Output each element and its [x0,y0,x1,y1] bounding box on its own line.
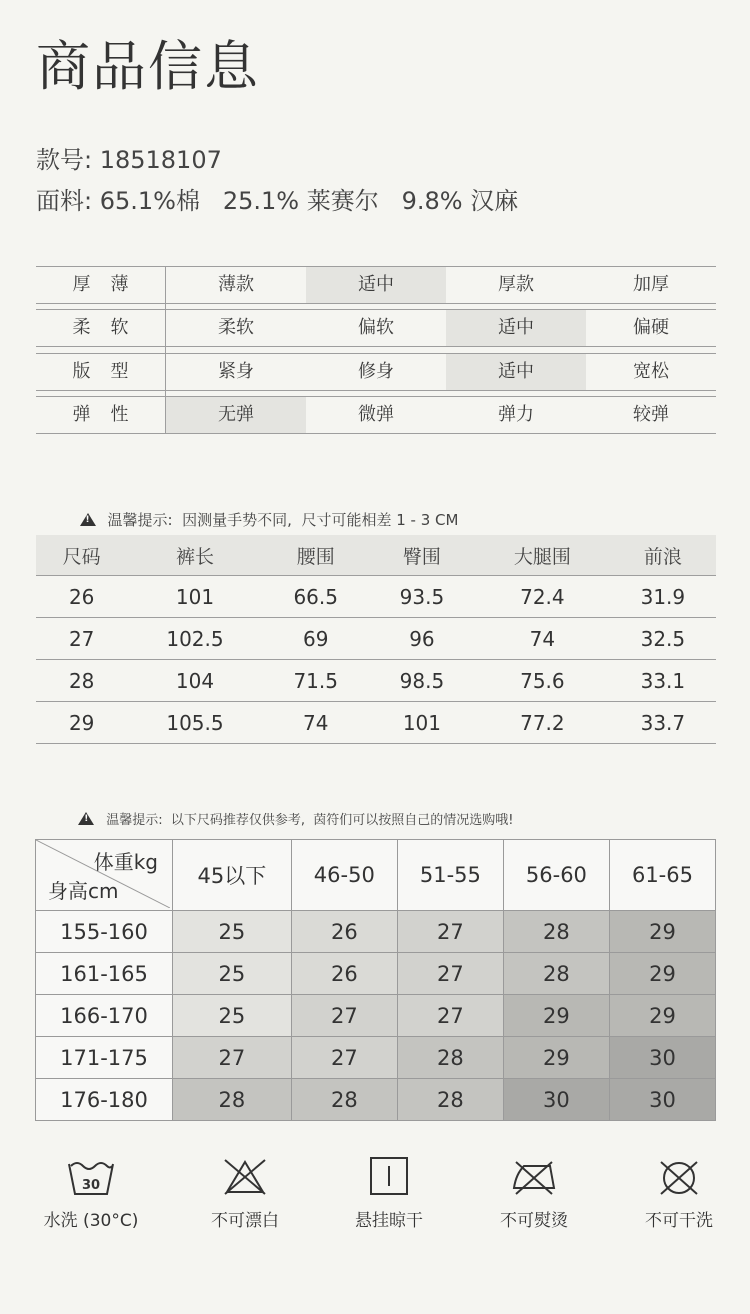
table-cell: 101 [369,702,475,744]
recommended-size: 27 [397,953,503,995]
recommended-size: 26 [291,953,397,995]
table-cell: 74 [263,702,369,744]
attribute-label: 版型 [36,354,166,390]
recommended-size: 28 [503,953,609,995]
table-row [36,995,716,1037]
recommended-size: 28 [503,911,609,953]
care-label: 悬挂晾干 [355,1211,423,1231]
recommended-size: 29 [609,995,715,1037]
attribute-option-selected: 适中 [446,310,586,346]
warning-icon [78,812,94,825]
page-title: 商品信息 [36,35,260,98]
care-item [479,1156,589,1231]
attribute-option: 偏软 [358,317,394,338]
attribute-option: 厚款 [498,274,534,295]
table-cell: 71.5 [263,660,369,702]
recommend-notice [70,794,514,828]
table-cell: 104 [127,660,262,702]
size-table [36,535,716,744]
height-range: 155-160 [36,911,173,953]
column-header: 尺码 [36,535,127,576]
weight-header: 45以下 [173,840,292,911]
attribute-option: 修身 [358,361,394,382]
attribute-option: 较弹 [633,404,669,425]
table-row [36,911,716,953]
recommended-size: 30 [609,1079,715,1121]
table-cell: 96 [369,618,475,660]
attribute-option: 微弹 [358,404,394,425]
no-iron-icon [510,1156,558,1196]
table-cell: 72.4 [475,576,610,618]
notice-text: 温馨提示: 因测量手势不同, 尺寸可能相差 1 - 3 CM [107,511,459,529]
column-header: 臀围 [369,535,475,576]
care-label: 水洗 (30°C) [43,1211,139,1231]
height-range: 161-165 [36,953,173,995]
warning-icon [80,513,96,526]
column-header: 裤长 [127,535,262,576]
table-row [36,1079,716,1121]
table-cell: 28 [36,660,127,702]
table-cell: 66.5 [263,576,369,618]
attribute-label: 柔软 [36,310,166,346]
care-label: 不可干洗 [645,1211,713,1231]
recommended-size: 27 [397,995,503,1037]
table-cell: 29 [36,702,127,744]
recommended-size: 30 [609,1037,715,1079]
table-cell: 33.7 [610,702,716,744]
attribute-option-selected: 无弹 [166,397,306,433]
notice-text: 温馨提示: 以下尺码推荐仅供参考, 茵符们可以按照自己的情况选购哦! [106,813,514,828]
attribute-option: 偏硬 [633,317,669,338]
attribute-option-selected: 适中 [446,354,586,390]
weight-header: 46-50 [291,840,397,911]
attribute-row [36,353,716,391]
measurement-notice [70,491,458,530]
table-row [36,702,716,744]
fabric-composition: 面料: 65.1%棉 25.1% 莱赛尔 9.8% 汉麻 [36,187,519,215]
attribute-row [36,396,716,434]
recommended-size: 27 [397,911,503,953]
care-item [334,1156,444,1231]
attribute-option: 弹力 [498,404,534,425]
column-header: 大腿围 [475,535,610,576]
care-instructions [36,1156,736,1246]
attribute-label: 厚薄 [36,267,166,303]
table-row [36,953,716,995]
divider [165,346,166,353]
table-cell: 101 [127,576,262,618]
table-row [36,1037,716,1079]
recommended-size: 29 [503,1037,609,1079]
attribute-option: 柔软 [218,317,254,338]
recommended-size: 29 [609,953,715,995]
table-row [36,576,716,618]
size-table-header [36,535,716,576]
table-row [36,618,716,660]
table-cell: 98.5 [369,660,475,702]
care-item [36,1156,146,1231]
recommended-size: 28 [397,1079,503,1121]
table-cell: 27 [36,618,127,660]
height-range: 171-175 [36,1037,173,1079]
recommended-size: 27 [291,995,397,1037]
attribute-option: 紧身 [218,361,254,382]
attribute-option: 加厚 [633,274,669,295]
care-item [190,1156,300,1231]
recommended-size: 25 [173,911,292,953]
table-cell: 69 [263,618,369,660]
table-cell: 75.6 [475,660,610,702]
style-number: 款号: 18518107 [36,146,222,174]
attribute-row [36,309,716,347]
table-cell: 105.5 [127,702,262,744]
height-range: 166-170 [36,995,173,1037]
recommended-size: 25 [173,995,292,1037]
table-cell: 102.5 [127,618,262,660]
no-dry-clean-icon [655,1156,703,1196]
weight-header: 56-60 [503,840,609,911]
weight-axis-label: 体重kg [93,850,158,874]
recommended-size: 28 [397,1037,503,1079]
size-recommend-table [35,839,716,1121]
attribute-option: 薄款 [218,274,254,295]
table-cell: 74 [475,618,610,660]
table-cell: 33.1 [610,660,716,702]
table-corner [36,840,173,911]
recommended-size: 27 [291,1037,397,1079]
wash-temp: 30 [81,1178,101,1193]
table-cell: 93.5 [369,576,475,618]
no-bleach-icon [221,1156,269,1196]
recommended-size: 26 [291,911,397,953]
recommended-size: 30 [503,1079,609,1121]
attribute-option: 宽松 [633,361,669,382]
weight-header: 61-65 [609,840,715,911]
recommended-size: 28 [173,1079,292,1121]
recommended-size: 25 [173,953,292,995]
attribute-option-selected: 适中 [306,267,446,303]
table-cell: 32.5 [610,618,716,660]
recommended-size: 28 [291,1079,397,1121]
height-range: 176-180 [36,1079,173,1121]
table-cell: 26 [36,576,127,618]
hang-dry-icon [365,1156,413,1196]
height-axis-label: 身高cm [48,879,119,903]
column-header: 前浪 [610,535,716,576]
column-header: 腰围 [263,535,369,576]
wash-30-icon [67,1156,115,1196]
care-label: 不可漂白 [211,1211,279,1231]
recommended-size: 27 [173,1037,292,1079]
table-cell: 31.9 [610,576,716,618]
attribute-row [36,266,716,304]
care-item [624,1156,734,1231]
table-cell: 77.2 [475,702,610,744]
recommended-size: 29 [503,995,609,1037]
attribute-label: 弹性 [36,397,166,433]
weight-header: 51-55 [397,840,503,911]
recommended-size: 29 [609,911,715,953]
care-label: 不可熨烫 [500,1211,568,1231]
table-row [36,660,716,702]
